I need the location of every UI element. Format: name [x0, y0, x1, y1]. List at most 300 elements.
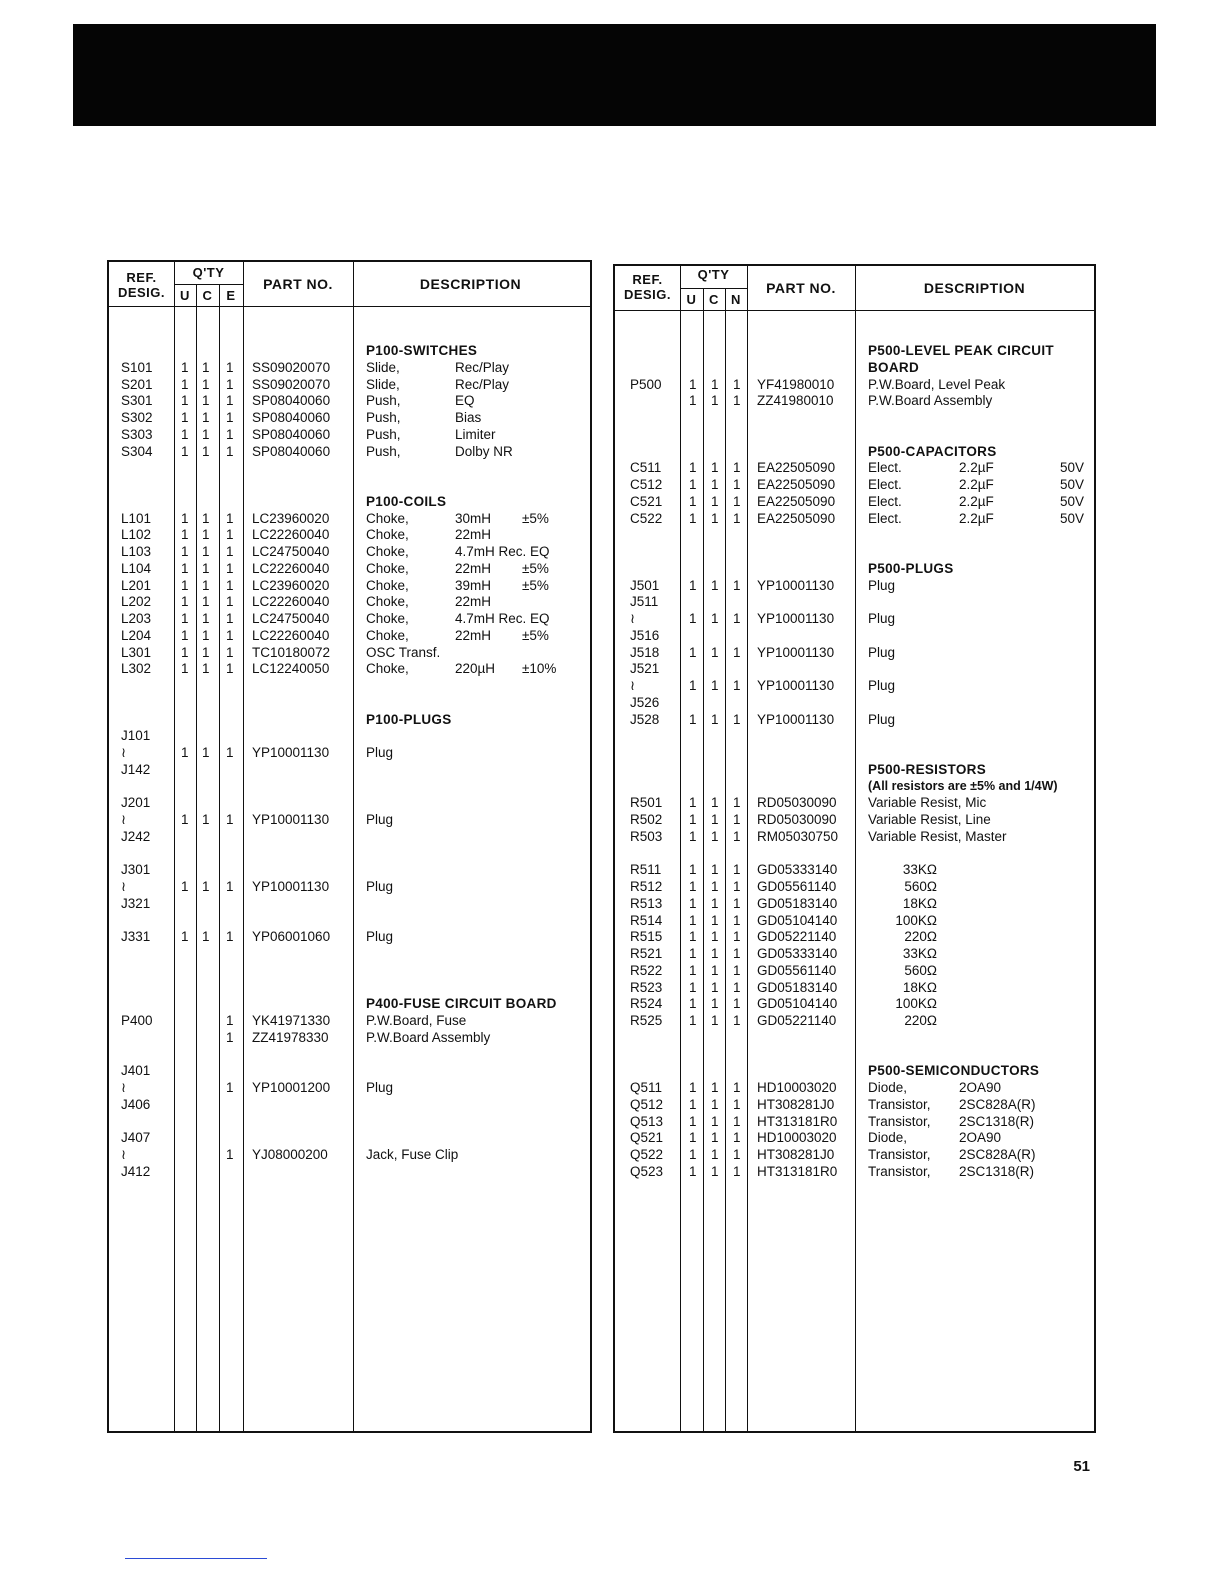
ref-desig-cell: ≀: [121, 879, 127, 894]
ref-desig-cell: Q511: [630, 1080, 663, 1095]
description-cell: Transistor,: [868, 1147, 931, 1162]
table-row: [109, 476, 590, 493]
description-cell: P.W.Board Assembly: [366, 1029, 491, 1045]
description-cell: Transistor,: [868, 1163, 931, 1179]
qty-u-cell: 1: [181, 393, 189, 409]
table-row: [615, 1062, 1094, 1079]
description-cell: OSC Transf.: [366, 644, 441, 660]
table-row: [109, 727, 590, 744]
qty-e-cell: 1: [733, 1113, 741, 1129]
qty-e-cell: 1: [733, 393, 741, 409]
qty-e-cell: 1: [733, 460, 741, 476]
description-cell: Choke,: [366, 560, 409, 576]
description-cell: Choke,: [366, 594, 409, 610]
table-row: [615, 409, 1094, 426]
qty-c-cell: 1: [711, 828, 719, 844]
qty-e-cell: 1: [226, 359, 234, 375]
description-spec-cell: 560Ω: [904, 879, 937, 894]
ref-desig-cell: L103: [121, 544, 152, 559]
part-no-cell: YK41971330: [252, 1013, 331, 1028]
qty-c-cell: 1: [711, 812, 719, 827]
table-row: [615, 1146, 1094, 1163]
part-no-cell: GD05561140: [757, 962, 837, 978]
qty-e-cell: 1: [733, 611, 741, 626]
ref-desig-cell: L202: [121, 594, 152, 610]
table-row: [615, 744, 1094, 761]
part-no-cell: SS09020070: [252, 359, 331, 375]
table-row: [109, 1012, 590, 1029]
qty-c-cell: 1: [202, 410, 210, 425]
description-rating-cell: 50V: [1060, 493, 1085, 509]
qty-c-cell: 1: [711, 946, 719, 961]
table-row: [615, 1163, 1094, 1180]
qty-e-cell: 1: [226, 544, 234, 559]
table-row: [615, 995, 1094, 1012]
description-cell: Push,: [366, 410, 401, 425]
part-no-cell: GD05221140: [757, 929, 837, 945]
qty-c-cell: 1: [711, 611, 719, 626]
part-no-cell: GD05221140: [757, 1013, 837, 1028]
qty-u-cell: 1: [689, 510, 697, 526]
ref-desig-cell: Q522: [630, 1147, 664, 1162]
qty-u-cell: 1: [689, 711, 697, 727]
qty-e-cell: 1: [226, 1013, 234, 1028]
part-no-cell: HT313181R0: [757, 1163, 838, 1179]
qty-u-cell: 1: [689, 1130, 697, 1146]
table-row: [109, 1146, 590, 1163]
part-no-cell: GD05183140: [757, 979, 838, 995]
table-row: [615, 359, 1094, 376]
table-row: [615, 392, 1094, 409]
qty-e-cell: 1: [733, 477, 741, 492]
table-row: [615, 526, 1094, 543]
ref-desig-cell: J518: [630, 644, 660, 660]
qty-c-cell: 1: [711, 678, 719, 693]
qty-c-cell: 1: [202, 527, 210, 543]
qty-e-cell: 1: [226, 393, 234, 409]
table-row: [109, 744, 590, 761]
qty-c-cell: 1: [202, 376, 210, 392]
qty-e-cell: 1: [226, 644, 234, 660]
part-no-cell: RM05030750: [757, 828, 839, 844]
part-no-cell: YP06001060: [252, 929, 331, 945]
table-row: [109, 1046, 590, 1063]
ref-desig-cell: R515: [630, 929, 663, 945]
part-no-cell: SP08040060: [252, 426, 331, 442]
part-no-cell: YP10001130: [252, 879, 330, 894]
qty-c-cell: 1: [202, 359, 210, 375]
description-cell: Variable Resist, Mic: [868, 795, 987, 811]
table-row: [615, 928, 1094, 945]
qty-c-cell: 1: [202, 812, 210, 827]
ref-desig-cell: Q521: [630, 1130, 664, 1146]
description-cell: P.W.Board Assembly: [868, 393, 993, 409]
description-value-cell: 2SC828A(R): [959, 1147, 1036, 1162]
ref-desig-cell: L101: [121, 510, 152, 526]
description-cell: (All resistors are ±5% and 1/4W): [868, 778, 1058, 793]
ref-desig-cell: J412: [121, 1163, 151, 1179]
qty-c-cell: 1: [711, 895, 719, 911]
table-row: [109, 359, 590, 376]
ref-desig-cell: J407: [121, 1130, 151, 1146]
qty-e-cell: 1: [226, 577, 234, 593]
qty-e-cell: 1: [733, 1080, 741, 1095]
description-cell: Plug: [868, 678, 896, 693]
qty-c-cell: 1: [711, 795, 719, 811]
header-desig: DESIG.: [623, 287, 672, 302]
qty-e-cell: 1: [226, 527, 234, 543]
qty-u-cell: 1: [181, 745, 189, 760]
ref-desig-cell: L203: [121, 611, 152, 626]
table-row: [615, 845, 1094, 862]
description-value-cell: 2.2µF: [959, 493, 994, 509]
qty-u-cell: 1: [181, 661, 189, 677]
qty-c-cell: 1: [202, 393, 210, 409]
description-cell: Jack, Fuse Clip: [366, 1147, 459, 1162]
ref-desig-cell: J401: [121, 1063, 151, 1079]
description-value-cell: 2SC1318(R): [959, 1163, 1035, 1179]
ref-desig-cell: C522: [630, 510, 663, 526]
qty-u-cell: 1: [181, 594, 189, 610]
description-spec-cell: 220Ω: [904, 929, 937, 945]
header-e: E: [226, 288, 236, 303]
table-row: [615, 945, 1094, 962]
qty-c-cell: 1: [711, 393, 719, 409]
ref-desig-cell: S302: [121, 410, 153, 425]
qty-c-cell: 1: [711, 1096, 719, 1112]
description-spec-cell: ±10%: [522, 661, 557, 677]
qty-e-cell: 1: [226, 1029, 234, 1045]
header-desig: DESIG.: [117, 285, 166, 300]
table-row: [615, 979, 1094, 996]
description-cell: P.W.Board, Level Peak: [868, 376, 1006, 392]
header-n: N: [731, 292, 741, 307]
table-row: [109, 627, 590, 644]
qty-e-cell: 1: [733, 812, 741, 827]
table-row: [615, 828, 1094, 845]
qty-u-cell: 1: [689, 678, 697, 693]
description-value-cell: 2.2µF: [959, 460, 994, 476]
description-value-cell: 220µH: [455, 661, 496, 677]
description-rating-cell: 50V: [1060, 477, 1085, 492]
description-cell: Diode,: [868, 1080, 908, 1095]
description-cell: Choke,: [366, 544, 409, 559]
ref-desig-cell: J516: [630, 627, 660, 643]
ref-desig-cell: R522: [630, 962, 663, 978]
description-value-cell: 2SC1318(R): [959, 1113, 1035, 1129]
part-no-cell: LC12240050: [252, 661, 330, 677]
ref-desig-cell: L102: [121, 527, 152, 543]
ref-desig-cell: J201: [121, 795, 151, 811]
qty-c-cell: 1: [711, 879, 719, 894]
qty-e-cell: 1: [226, 879, 234, 894]
description-spec-cell: 18KΩ: [902, 979, 937, 995]
ref-desig-cell: P500: [630, 376, 662, 392]
qty-u-cell: 1: [689, 393, 697, 409]
table-row: [109, 392, 590, 409]
qty-u-cell: 1: [181, 510, 189, 526]
description-cell: Plug: [868, 711, 896, 727]
ref-desig-cell: L302: [121, 661, 152, 677]
ref-desig-cell: ≀: [121, 1080, 127, 1095]
ref-desig-cell: J511: [630, 594, 659, 610]
part-no-cell: LC24750040: [252, 611, 330, 626]
description-rating-cell: 50V: [1060, 460, 1085, 476]
ref-desig-cell: J501: [630, 577, 660, 593]
table-row: [615, 593, 1094, 610]
qty-e-cell: 1: [733, 1096, 741, 1112]
description-value-cell: Limiter: [455, 426, 496, 442]
table-row: [615, 694, 1094, 711]
description-cell: P100-COILS: [366, 493, 447, 509]
description-spec-cell: 33KΩ: [902, 946, 937, 961]
ref-desig-cell: S301: [121, 393, 153, 409]
table-row: [109, 1163, 590, 1180]
ref-desig-cell: R512: [630, 879, 663, 894]
description-cell: Choke,: [366, 577, 409, 593]
qty-c-cell: 1: [711, 460, 719, 476]
table-row: [109, 694, 590, 711]
table-row: [109, 1062, 590, 1079]
ref-desig-cell: ≀: [630, 611, 636, 626]
table-row: [109, 794, 590, 811]
qty-u-cell: 1: [689, 1096, 697, 1112]
qty-u-cell: 1: [689, 1147, 697, 1162]
description-value-cell: Bias: [455, 410, 482, 425]
qty-c-cell: 1: [202, 577, 210, 593]
table-row: [615, 543, 1094, 560]
qty-u-cell: 1: [689, 611, 697, 626]
ref-desig-cell: C512: [630, 477, 663, 492]
qty-c-cell: 1: [711, 929, 719, 945]
ref-desig-cell: R501: [630, 795, 663, 811]
qty-u-cell: 1: [689, 493, 697, 509]
qty-e-cell: 1: [226, 627, 234, 643]
part-no-cell: HT313181R0: [757, 1113, 838, 1129]
part-no-cell: YP10001130: [757, 577, 835, 593]
ref-desig-cell: J521: [630, 661, 660, 677]
description-spec-cell: ±5%: [522, 627, 549, 643]
ref-desig-cell: R511: [630, 862, 662, 878]
ref-desig-cell: J528: [630, 711, 660, 727]
ref-desig-cell: J321: [121, 895, 151, 911]
table-row: [615, 794, 1094, 811]
description-cell: Elect.: [868, 477, 902, 492]
description-cell: Elect.: [868, 493, 902, 509]
part-no-cell: TC10180072: [252, 644, 331, 660]
qty-e-cell: 1: [226, 443, 234, 459]
ref-desig-cell: ≀: [121, 1147, 127, 1162]
description-value-cell: 22mH: [455, 527, 492, 543]
qty-c-cell: 1: [202, 426, 210, 442]
table-row: [109, 1029, 590, 1046]
header-ref: REF.: [632, 272, 663, 287]
qty-c-cell: 1: [711, 510, 719, 526]
description-cell: P500-LEVEL PEAK CIRCUIT: [868, 343, 1054, 358]
qty-e-cell: 1: [733, 962, 741, 978]
table-row: [615, 627, 1094, 644]
qty-u-cell: 1: [689, 895, 697, 911]
qty-u-cell: 1: [689, 828, 697, 844]
table-row: [615, 962, 1094, 979]
qty-e-cell: 1: [733, 577, 741, 593]
ref-desig-cell: R525: [630, 1013, 663, 1028]
part-no-cell: YP10001130: [757, 711, 835, 727]
qty-u-cell: 1: [181, 359, 189, 375]
description-value-cell: 22mH: [455, 560, 492, 576]
qty-c-cell: 1: [202, 644, 210, 660]
qty-c-cell: 1: [711, 1163, 719, 1179]
part-no-cell: EA22505090: [757, 477, 836, 492]
description-value-cell: 2OA90: [959, 1130, 1002, 1146]
table-row: [615, 895, 1094, 912]
qty-u-cell: 1: [181, 627, 189, 643]
qty-u-cell: 1: [181, 426, 189, 442]
ref-desig-cell: P400: [121, 1013, 153, 1028]
qty-c-cell: 1: [711, 1080, 719, 1095]
description-value-cell: 22mH: [455, 627, 492, 643]
description-cell: P500-RESISTORS: [868, 761, 986, 777]
table-row: [109, 543, 590, 560]
description-cell: P500-CAPACITORS: [868, 443, 997, 459]
header-description: DESCRIPTION: [923, 280, 1026, 296]
table-row: [109, 526, 590, 543]
table-row: [615, 443, 1094, 460]
ref-desig-cell: J101: [121, 728, 151, 744]
table-row: [109, 1096, 590, 1113]
qty-u-cell: 1: [181, 577, 189, 593]
qty-u-cell: 1: [689, 996, 697, 1012]
qty-u-cell: 1: [689, 862, 697, 878]
qty-e-cell: 1: [733, 644, 741, 660]
table-row: [615, 912, 1094, 929]
description-spec-cell: ±5%: [522, 560, 549, 576]
description-cell: Choke,: [366, 661, 409, 677]
ref-desig-cell: ≀: [630, 678, 636, 693]
ref-desig-cell: R521: [630, 946, 663, 961]
header-c: C: [202, 288, 213, 303]
qty-c-cell: 1: [711, 912, 719, 928]
qty-c-cell: 1: [202, 594, 210, 610]
table-row: [109, 677, 590, 694]
qty-e-cell: 1: [226, 661, 234, 677]
description-spec-cell: 18KΩ: [902, 895, 937, 911]
description-cell: P400-FUSE CIRCUIT BOARD: [366, 996, 557, 1012]
table-row: [615, 1113, 1094, 1130]
part-no-cell: HD10003020: [757, 1130, 837, 1146]
qty-c-cell: 1: [202, 661, 210, 677]
qty-e-cell: 1: [733, 711, 741, 727]
qty-u-cell: 1: [689, 577, 697, 593]
qty-u-cell: 1: [689, 460, 697, 476]
table-row: [109, 610, 590, 627]
qty-e-cell: 1: [733, 678, 741, 693]
table-row: [109, 1079, 590, 1096]
table-row: [109, 510, 590, 527]
part-no-cell: RD05030090: [757, 795, 837, 811]
description-value-cell: 2.2µF: [959, 510, 994, 526]
qty-u-cell: 1: [181, 879, 189, 894]
part-no-cell: EA22505090: [757, 460, 836, 476]
part-no-cell: YJ08000200: [252, 1147, 328, 1162]
part-no-cell: GD05561140: [757, 879, 837, 894]
description-cell: Choke,: [366, 611, 409, 626]
header-qty: Q'TY: [192, 265, 225, 280]
ref-desig-cell: L301: [121, 644, 152, 660]
part-no-cell: GD05104140: [757, 996, 838, 1012]
part-no-cell: YP10001130: [252, 745, 330, 760]
ref-desig-cell: L201: [121, 577, 152, 593]
qty-e-cell: 1: [226, 560, 234, 576]
qty-c-cell: 1: [711, 1013, 719, 1028]
qty-u-cell: 1: [181, 376, 189, 392]
table-row: [109, 761, 590, 778]
qty-c-cell: 1: [711, 862, 719, 878]
qty-e-cell: 1: [226, 745, 234, 760]
table-row: [109, 711, 590, 728]
qty-u-cell: 1: [181, 560, 189, 576]
ref-desig-cell: J301: [121, 862, 151, 878]
qty-u-cell: 1: [689, 912, 697, 928]
part-no-cell: YP10001200: [252, 1080, 331, 1095]
description-cell: Plug: [868, 611, 896, 626]
part-no-cell: HT308281J0: [757, 1147, 835, 1162]
qty-e-cell: 1: [733, 1147, 741, 1162]
qty-e-cell: 1: [733, 879, 741, 894]
part-no-cell: YP10001130: [757, 644, 835, 660]
table-row: [615, 811, 1094, 828]
qty-u-cell: 1: [181, 929, 189, 945]
header-u: U: [180, 288, 190, 303]
table-row: [615, 1096, 1094, 1113]
table-row: [615, 493, 1094, 510]
qty-e-cell: 1: [226, 376, 234, 392]
ref-desig-cell: J242: [121, 828, 151, 844]
ref-desig-cell: Q512: [630, 1096, 664, 1112]
description-value-cell: Dolby NR: [455, 443, 513, 459]
description-cell: Plug: [366, 929, 394, 945]
qty-c-cell: 1: [711, 1130, 719, 1146]
qty-e-cell: 1: [733, 979, 741, 995]
table-row: [109, 912, 590, 929]
ref-desig-cell: S304: [121, 443, 153, 459]
part-no-cell: EA22505090: [757, 510, 836, 526]
description-spec-cell: 220Ω: [904, 1013, 937, 1028]
table-row: [615, 878, 1094, 895]
qty-u-cell: 1: [689, 929, 697, 945]
qty-e-cell: 1: [226, 410, 234, 425]
table-row: [615, 610, 1094, 627]
header-qty: Q'TY: [697, 267, 730, 282]
table-row: [109, 845, 590, 862]
ref-desig-cell: J142: [121, 761, 151, 777]
description-value-cell: 39mH: [455, 577, 492, 593]
description-cell: Plug: [868, 644, 896, 660]
header-ref: REF.: [126, 270, 157, 285]
description-cell: P100-SWITCHES: [366, 343, 478, 358]
description-cell: Choke,: [366, 627, 409, 643]
description-cell: P500-SEMICONDUCTORS: [868, 1063, 1040, 1079]
ref-desig-cell: Q523: [630, 1163, 664, 1179]
ref-desig-cell: Q513: [630, 1113, 664, 1129]
ref-desig-cell: ≀: [121, 745, 127, 760]
qty-c-cell: 1: [711, 577, 719, 593]
qty-u-cell: 1: [181, 812, 189, 827]
qty-e-cell: 1: [733, 946, 741, 961]
table-row: [615, 459, 1094, 476]
description-cell: Diode,: [868, 1130, 908, 1146]
table-row: [109, 895, 590, 912]
